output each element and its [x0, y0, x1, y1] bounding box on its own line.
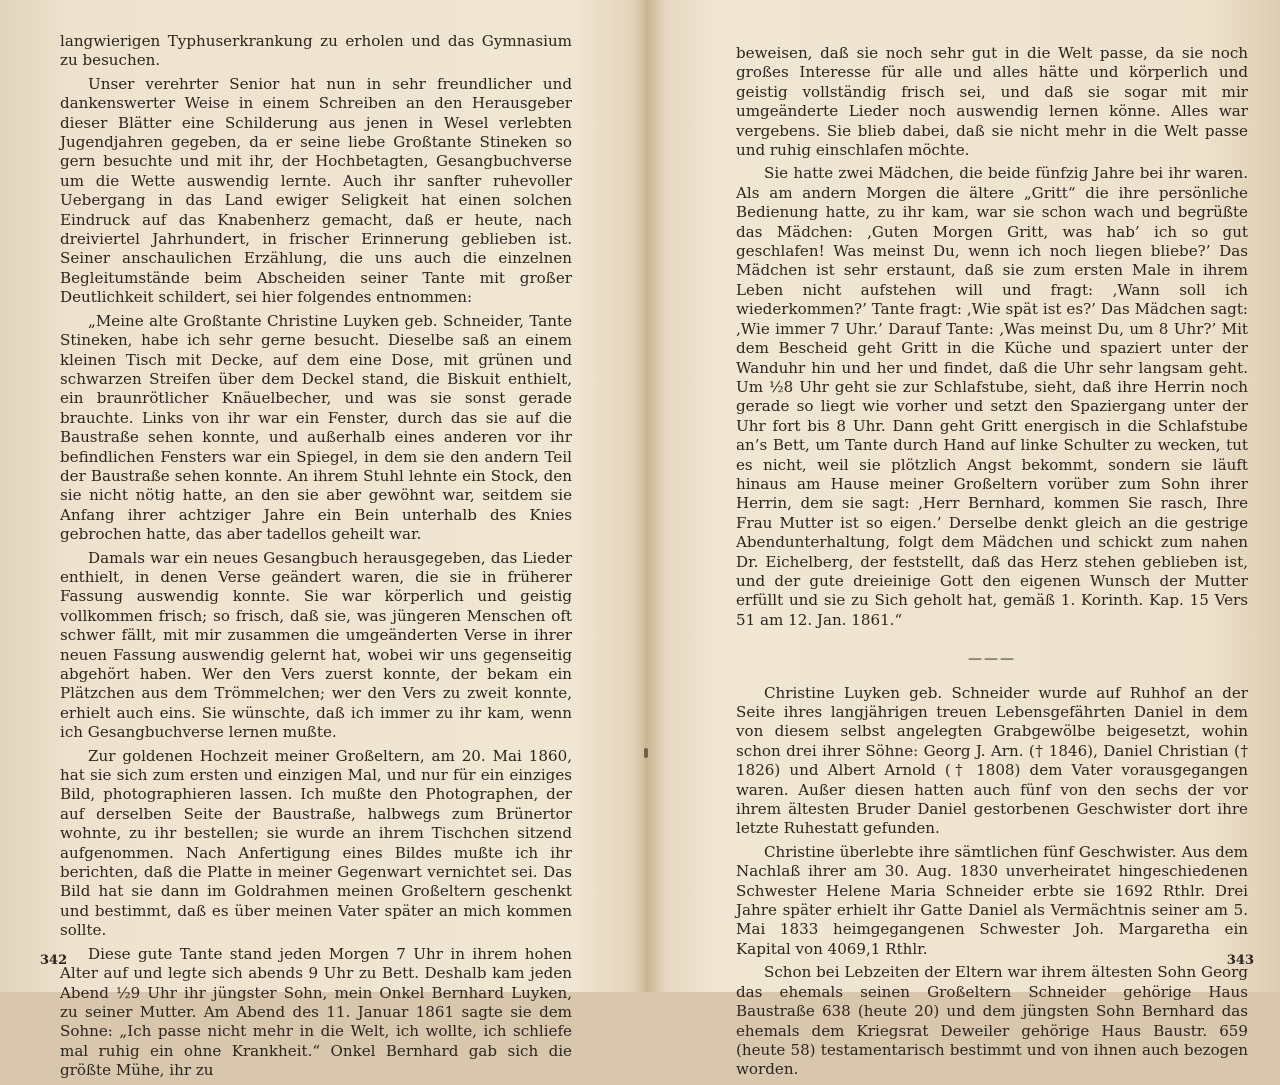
- paragraph: Christine Luyken geb. Schneider wurde auf Ruhhof an der Seite ihres langjährigen treuen Lebensgefährten Daniel in dem von diesem selbst angelegten Grabgewölbe beigesetzt, wohin schon drei ihrer Söhne: Georg J. Arn. († 1846), Daniel Christian († 1826) und Albert Arnold († 1808) dem Vater vorausgegangen waren. Außer diesen hatten auch fünf von den sechs der vor ihrem ältesten Bruder Daniel gestorbenen Geschwister dort ihre letzte Ruhestatt gefunden.: [736, 683, 1248, 838]
- paragraph: Diese gute Tante stand jeden Morgen 7 Uhr in ihrem hohen Alter auf und legte sich abends 9 Uhr zu Bett. Deshalb kam jeden Abend ½9 Uhr ihr jüngster Sohn, mein Onkel Bernhard Luyken, zu seiner Mutter. Am Abend des 11. Januar 1861 sagte sie dem Sohne: „Ich passe nicht mehr in die Welt, ich wollte, ich schliefe mal ruhig ein ohne Krankheit.“ Onkel Bernhard gab sich die größte Mühe, ihr zu: [60, 944, 572, 1080]
- paragraph: „Meine alte Großtante Christine Luyken geb. Schneider, Tante Stineken, habe ich sehr gerne besucht. Dieselbe saß an einem kleinen Tisch mit Decke, auf dem eine Dose, mit grünen und schwarzen Streifen über dem Deckel stand, die Biskuit enthielt, ein braunrötlicher Knäuelbecher, und was sie sonst gerade brauchte. Links von ihr war ein Fenster, durch das sie auf die Baustraße sehen konnte, und außerhalb eines anderen vor ihr befindlichen Fensters war ein Spiegel, in dem sie den andern Teil der Baustraße sehen konnte. An ihrem Stuhl lehnte ein Stock, den sie nicht nötig hatte, an den sie aber gewöhnt war, seitdem sie Anfang ihrer achtziger Jahre ein Bein unterhalb des Knies gebrochen hatte, das aber tadellos geheilt war.: [60, 311, 572, 544]
- paragraph: Zur goldenen Hochzeit meiner Großeltern, am 20. Mai 1860, hat sie sich zum ersten und einzigen Mal, und nur für ein einziges Bild, photographieren lassen. Ich mußte den Photographen, der auf derselben Seite der Baustraße, halbwegs zum Brünertor wohnte, zu ihr bestellen; sie wurde an ihrem Tischchen sitzend aufgenommen. Nach Anfertigung eines Bildes mußte ich ihr berichten, daß die Platte in meiner Gegenwart vernichtet sei. Das Bild hat sie dann im Goldrahmen meinen Großeltern geschenkt und bestimmt, daß es über meinen Vater später an mich kommen sollte.: [60, 746, 572, 940]
- right-page-text: [736, 44, 1248, 1084]
- paragraph: Unser verehrter Senior hat nun in sehr freundlicher und dankenswerter Weise in einem Schreiben an den Herausgeber dieser Blätter eine Schilderung aus jenen in Wesel verlebten Jugendjahren gegeben, da er seine liebe Großtante Stineken so gern besuchte und mit ihr, der Hochbetagten, Gesangbuchverse um die Wette auswendig lernte. Auch ihr sanfter ruhevoller Uebergang in das Land ewiger Seligkeit hat einen solchen Eindruck auf das Knabenherz gemacht, daß er heute, nach dreiviertel Jahrhundert, in frischer Erinnerung geblieben ist. Seiner anschaulichen Erzählung, die uns auch die einzelnen Begleitumstände beim Abscheiden seiner Tante mit großer Deutlichkeit schildert, sei hier folgendes entnommen:: [60, 74, 572, 307]
- left-page: [0, 0, 640, 1080]
- right-page: [640, 0, 1280, 1079]
- page-number: 343: [1226, 953, 1254, 968]
- paragraph: beweisen, daß sie noch sehr gut in die Welt passe, da sie noch großes Interesse für alle und alles hätte und körperlich und geistig vollständig frisch sei, und daß sie sogar mit mir umgeänderte Lieder noch auswendig lernen könne. Alles war vergebens. Sie blieb dabei, daß sie nicht mehr in die Welt passe und ruhig einschlafen möchte.: [736, 44, 1248, 160]
- paragraph: Damals war ein neues Gesangbuch herausgegeben, das Lieder enthielt, in denen Verse geändert waren, die sie in früherer Fassung auswendig konnte. Sie war körperlich und geistig vollkommen frisch; so frisch, daß sie, was jüngeren Menschen oft schwer fällt, mit mir zusammen die umgeänderten Verse in ihrer neuen Fassung auswendig gelernt hat, wobei wir uns gegenseitig abgehört haben. Wer den Vers zuerst konnte, der bekam ein Plätzchen aus dem Trömmelchen; wer den Vers zu zweit konnte, erhielt auch eins. Sie wünschte, daß ich immer zu ihr kam, wenn ich Gesangbuchverse lernen mußte.: [60, 548, 572, 742]
- paragraph: Schon bei Lebzeiten der Eltern war ihrem ältesten Sohn Georg das ehemals seinen Großeltern Schneider gehörige Haus Baustraße 638 (heute 20) und dem jüngsten Sohn Bernhard das ehemals dem Kriegsrat Deweiler gehörige Haus Baustr. 659 (heute 58) testamentarisch bestimmt und von ihnen auch bezogen worden.: [736, 963, 1248, 1079]
- left-page-text: [60, 32, 572, 1085]
- section-separator: ———: [968, 651, 1016, 668]
- page-number: 342: [40, 953, 68, 968]
- paragraph: Sie hatte zwei Mädchen, die beide fünfzig Jahre bei ihr waren. Als am andern Morgen die ältere „Gritt“ die ihre persönliche Bedienung hatte, zu ihr kam, war sie schon wach und begrüßte das Mädchen: ‚Guten Morgen Gritt, was hab’ ich so gut geschlafen! Was meinst Du, wenn ich noch liegen bliebe?’ Das Mädchen ist sehr erstaunt, daß sie zum ersten Male in ihrem Leben nicht aufstehen will und fragt: ‚Wann soll ich wiederkommen?’ Tante fragt: ‚Wie spät ist es?’ Das Mädchen sagt: ‚Wie immer 7 Uhr.’ Darauf Tante: ‚Was meinst Du, um 8 Uhr?’ Mit dem Bescheid geht Gritt in die Küche und spaziert unter der Wanduhr hin und her und findet, daß die Uhr sehr langsam geht. Um ½8 Uhr geht sie zur Schlafstube, sieht, daß ihre Herrin noch gerade so liegt wie vorher und setzt den Spaziergang unter der Uhr fort bis 8 Uhr. Dann geht Gritt energisch in die Schlafstube an’s Bett, um Tante durch Hand auf linke Schulter zu wecken, tut es nicht, weil sie plötzlich Angst bekommt, sondern sie läuft hinaus am Hause meiner Großeltern vorüber zum Sohn ihrer Herrin, dem sie sagt: ‚Herr Bernhard, kommen Sie rasch, Ihre Frau Mutter ist so eigen.’ Derselbe denkt gleich an die gestrige Abendunterhaltung, folgt dem Mädchen und schickt zum nahen Dr. Eichelberg, der feststellt, daß das Herz stehen geblieben ist, und der gute dreieinige Gott den eigenen Wunsch der Mutter erfüllt und sie zu Sich geholt hat, gemäß 1. Korinth. Kap. 15 Vers 51 am 12. Jan. 1861.“: [736, 164, 1248, 629]
- paragraph: langwierigen Typhuserkrankung zu erholen und das Gymnasium zu besuchen.: [60, 32, 572, 70]
- paragraph: Christine überlebte ihre sämtlichen fünf Geschwister. Aus dem Nachlaß ihrer am 30. Aug. 1830 unverheiratet hingeschiedenen Schwester Helene Maria Schneider erbte sie 1692 Rthlr. Drei Jahre später erhielt ihr Gatte Daniel als Vermächtnis seiner am 5. Mai 1833 heimgegangenen Schwester Joh. Margaretha ein Kapital von 4069,1 Rthlr.: [736, 842, 1248, 958]
